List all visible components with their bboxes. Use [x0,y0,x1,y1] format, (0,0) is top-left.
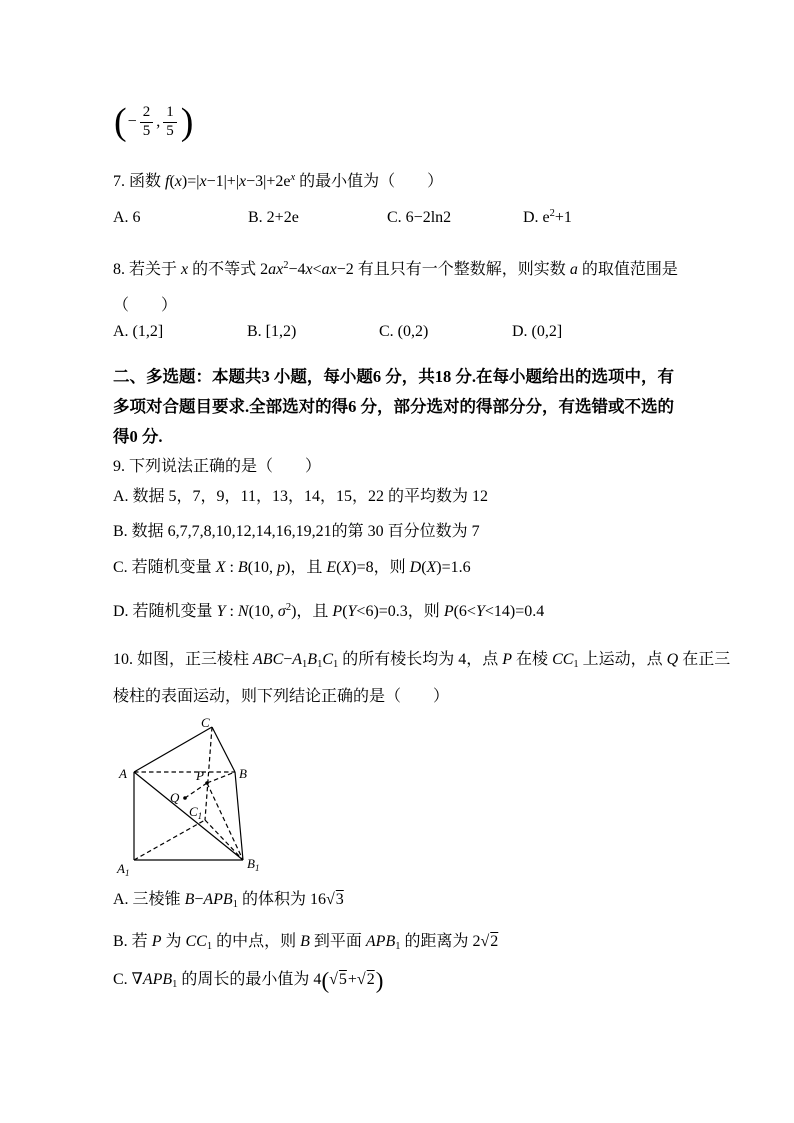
text-segment: Y [475,603,485,620]
text-segment: 7. 函数 [113,173,166,190]
text-segment: B [184,891,195,908]
text-segment: 5 [338,971,347,988]
text-segment: 的取值范围是 [577,261,678,278]
text-segment: 的所有棱长均为 4，点 [338,651,503,668]
text-segment: B. 2+2e [248,209,299,226]
text-segment: 9. 下列说法正确的是（ ） [113,458,322,475]
text-segment: + [347,971,357,988]
text-segment: D. e [523,209,550,226]
text-segment: √ [329,971,338,988]
fraction [163,104,177,140]
fraction-numerator: 2 [140,104,154,122]
text-segment: −3|+2e [246,173,291,190]
text-segment: 1 [172,979,178,990]
q9-option-C [113,556,706,582]
prism-figure [113,716,265,880]
text-segment: −1|+| [206,173,240,190]
section2-header-line3 [113,422,706,452]
text-segment: a [569,261,578,278]
text-segment: 1 [317,659,323,670]
text-segment: (10, [248,603,278,620]
text-segment: B. [1,2) [247,323,297,340]
expression-interval: ( − $\frac{2}{5}$ , $\frac{1}{5}$ ) [114,101,194,143]
text-segment: P [443,603,454,620]
text-segment: √ [325,891,335,908]
text-segment: 得0 分. [113,427,163,446]
q7-options [113,206,706,232]
text-segment: 1 [573,659,579,670]
text-segment: ，且 [296,603,333,620]
text-segment: D [409,559,422,576]
text-segment: 10. 如图，正三棱柱 [113,651,254,668]
q10-figure [113,716,706,880]
q10-option-A [113,888,706,916]
q8-options [113,320,706,346]
fraction-denominator: 5 [142,122,151,139]
text-segment: x [174,173,182,190]
text-segment: − [283,651,293,668]
text-segment: 多项对合题目要求.全部选对的得6 分，部分选对的得部分分，有选错或不选的 [113,397,674,416]
text-segment: P [151,933,162,950]
text-segment: = [187,173,197,190]
text-segment: A. 三棱锥 [113,891,185,908]
text-segment: C [322,651,333,668]
text-segment: P [502,651,513,668]
text-segment: < [312,261,322,278]
text-segment: −2 有且只有一个整数解，则实数 [336,261,570,278]
text-segment: ，且 [290,559,327,576]
text-segment: C. ∇ [113,971,143,988]
text-segment: APB [365,933,396,950]
text-segment: B. 若 [113,933,152,950]
edge-C1B1 [205,820,243,860]
text-segment: CC [552,651,574,668]
answer-option [248,206,299,230]
prism-hidden-edges [134,727,243,860]
text-segment: ) [181,173,188,190]
text-segment: A. (1,2] [113,323,164,340]
text-segment: C. 6−2ln2 [387,209,452,226]
prism-solid-edges [134,727,243,860]
text-segment: ( [421,559,427,576]
text-segment: D. (0,2] [512,323,563,340]
q10-option-B [113,930,706,958]
text-segment: ) [285,559,291,576]
text-segment: ) [291,603,297,620]
text-segment: −4 [288,261,306,278]
text-segment: ax [321,261,337,278]
text-segment: 2 [490,933,499,950]
text-segment: : [225,603,238,620]
fraction-numerator: 1 [163,104,177,122]
text-segment: 1 [302,659,308,670]
text-segment: 3 [335,891,344,908]
text-segment: ( [342,603,348,620]
segment-PB [207,772,235,783]
text-segment: 2 [366,971,375,988]
text-segment: 1 [395,941,401,952]
text-segment: A. 数据 5，7，9，11，13，14，15，22 的平均数为 12 [113,488,488,505]
text-segment: (6< [453,603,476,620]
text-segment: √ [356,971,366,988]
answer-option [113,206,141,230]
edge-A1C1 [134,820,205,860]
text-segment: 2 [283,260,289,271]
text-segment: B [300,933,310,950]
text-segment: − [127,113,137,130]
text-segment: 的距离为 2 [400,933,481,950]
q7-stem [113,170,706,194]
text-segment: ax [268,261,284,278]
section2-header-line2 [113,392,706,422]
q10-stem-line1 [113,648,731,674]
text-segment: 2 [285,602,292,613]
text-segment: ( [169,173,175,190]
segment-PQ [185,783,207,798]
text-segment: +1 [554,209,572,226]
text-segment: 在正三 [678,651,731,668]
answer-option [113,320,163,344]
text-segment: D. 若随机变量 [113,603,217,620]
q10-stem-line2 [113,685,706,709]
q9-option-A [113,485,706,509]
q9-option-D [113,600,706,626]
text-segment: x [199,173,207,190]
text-segment: 1 [206,941,213,952]
text-segment: <6)=0.3，则 [356,603,444,620]
text-segment: X [215,559,226,576]
answer-option [512,320,562,344]
text-segment: ) [436,559,442,576]
text-segment: Y [347,603,357,620]
edge-CC1 [205,727,212,820]
vertex-labels [116,716,259,878]
text-segment: Q [666,651,679,668]
text-segment: 为 [161,933,186,950]
label-A: A [119,766,127,781]
text-segment: ) [375,968,384,993]
text-segment: Y [216,603,226,620]
q9-option-B [113,520,706,544]
text-segment: 上运动，点 [578,651,667,668]
text-segment: C. (0,2) [379,323,429,340]
text-segment: ( [321,968,330,993]
text-segment: 棱柱的表面运动，则下列结论正确的是（ ） [113,688,450,705]
text-segment: : [225,559,238,576]
label-B1: $B_1$ [247,856,260,873]
text-segment: 二、多选题：本题共3 小题，每小题6 分，共18 分.在每小题给出的选项中，有 [113,367,674,386]
text-segment: 的最小值为（ ） [295,173,444,190]
text-segment: x [181,261,189,278]
label-Q: Q [170,790,180,805]
text-segment: x [290,172,296,183]
point-P-dot [205,781,209,785]
text-segment: CC [185,933,207,950]
text-segment: 的周长的最小值为 4 [177,971,322,988]
label-P: P [196,768,204,783]
text-segment: N [237,603,249,620]
text-segment: √ [480,933,490,950]
label-C1: $C_1$ [189,804,203,821]
content [113,94,731,1002]
text-segment: 到平面 [309,933,366,950]
text-segment: C. 若随机变量 [113,559,216,576]
text-segment: 的不等式 2 [188,261,269,278]
answer-option [247,320,296,344]
answer-option [523,206,572,230]
label-C: C [201,716,210,730]
text-segment: =8，则 [356,559,410,576]
q8-stem [113,258,706,282]
text-segment: P [332,603,343,620]
text-segment: X [341,559,352,576]
q8-stem-parens [113,294,706,318]
label-B: B [239,766,247,781]
point-Q-dot [183,796,187,800]
text-segment: E [326,559,337,576]
text-segment: (10, [247,559,278,576]
text-segment: A [292,651,303,668]
text-segment: 2 [549,208,555,219]
text-segment: x [305,261,313,278]
text-segment: B. 数据 6,7,7,8,10,12,14,16,19,21的第 30 百分位数为 7 [113,523,480,540]
text-segment: ( [336,559,342,576]
text-segment: x [239,173,247,190]
text-segment: 1 [232,899,238,910]
text-segment: 1 [333,659,339,670]
fraction-denominator: 5 [166,122,174,139]
fraction [140,104,154,140]
text-segment: <14)=0.4 [484,603,545,620]
text-segment: A. 6 [113,209,141,226]
answer-option [387,206,451,230]
text-segment: X [426,559,437,576]
text-segment: 的中点，则 [212,933,301,950]
text-segment: B [307,651,318,668]
text-segment: （ ） [113,297,178,314]
text-segment: APB [203,891,233,908]
text-segment: 8. 若关于 [113,261,182,278]
text-segment: σ [277,603,286,620]
q9-stem [113,455,706,479]
text-segment: =1.6 [441,559,471,576]
text-segment: ) [351,559,357,576]
text-segment: APB [142,971,173,988]
text-segment: | [196,173,200,190]
text-segment: B [237,559,248,576]
text-segment: 在棱 [512,651,553,668]
text-segment: ABC [253,651,284,668]
text-segment: p [277,559,286,576]
text-segment: 的体积为 16 [237,891,326,908]
label-A1: $A_1$ [117,861,130,878]
text-segment: , [156,113,161,130]
text-segment: − [194,891,204,908]
answer-option [379,320,428,344]
section2-header-line1 [113,362,706,392]
q10-option-C [113,968,706,1002]
text-segment: f [165,173,170,190]
